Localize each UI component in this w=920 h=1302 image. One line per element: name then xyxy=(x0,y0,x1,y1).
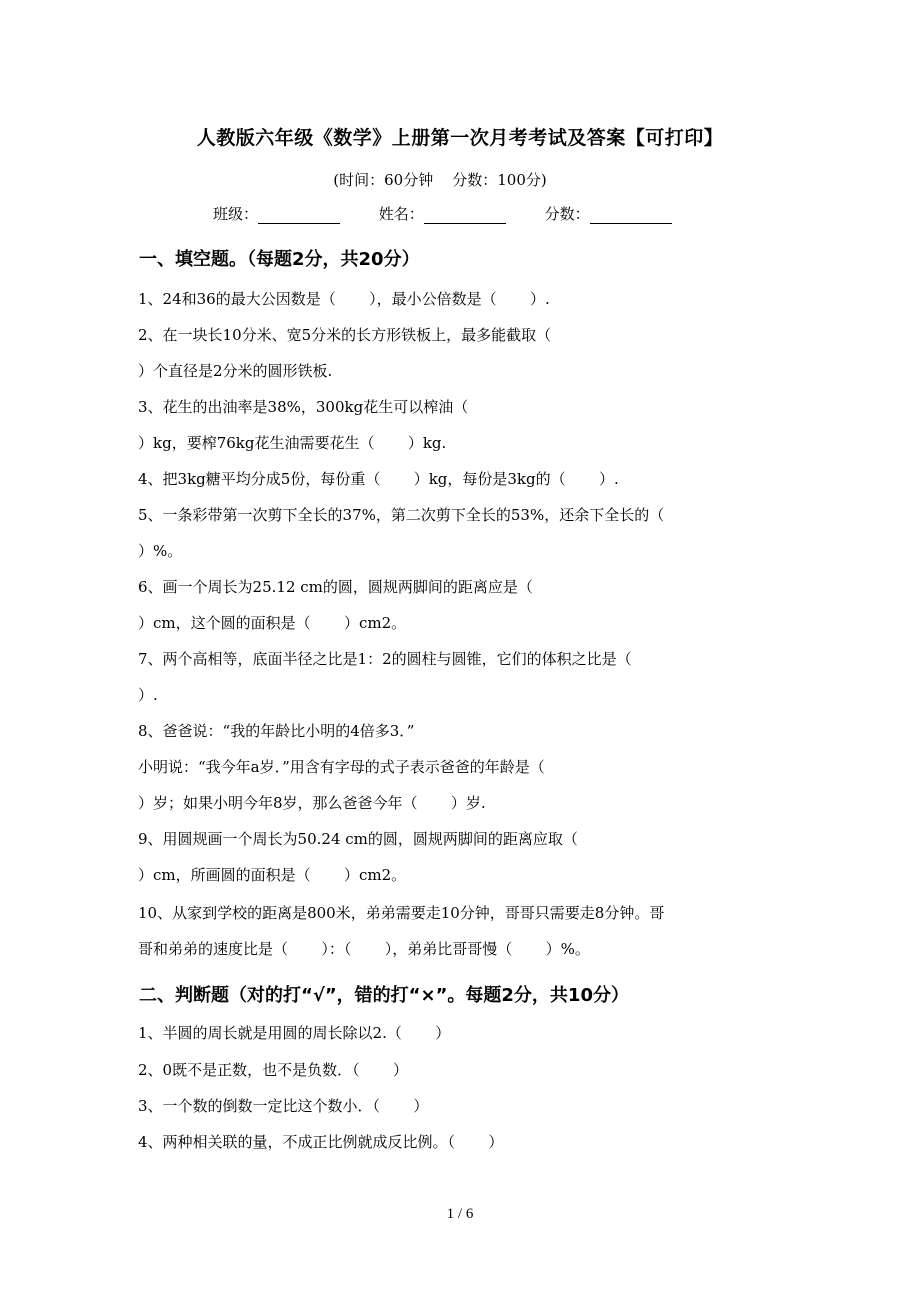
question-line: 4、两种相关联的量，不成正比例就成反比例。（ ） xyxy=(138,1133,504,1151)
question-line: 3、花生的出油率是38%，300kg花生可以榨油（ xyxy=(138,398,469,416)
question-line: 1、24和36的最大公因数是（ ），最小公倍数是（ ）. xyxy=(138,290,550,308)
class-field xyxy=(213,203,340,224)
name-blank[interactable] xyxy=(424,207,506,224)
score-blank[interactable] xyxy=(590,207,672,224)
question-line: 3、一个数的倒数一定比这个数小．（ ） xyxy=(138,1097,429,1115)
question-line: ）cm，所画圆的面积是（ ）cm2。 xyxy=(138,866,407,884)
page-title: 人教版六年级《数学》上册第一次月考考试及答案【可打印】 xyxy=(196,127,724,149)
question-line: 1、半圆的周长就是用圆的周长除以2.（ ） xyxy=(138,1024,451,1042)
question-line: ）kg，要榨76kg花生油需要花生（ ）kg. xyxy=(138,434,447,452)
page-number: 1 / 6 xyxy=(446,1206,474,1222)
question-line: 哥和弟弟的速度比是（ ）：（ ），弟弟比哥哥慢（ ）%。 xyxy=(138,940,590,958)
question-line: 小明说：“我今年a岁．”用含有字母的式子表示爸爸的年龄是（ xyxy=(138,758,545,776)
class-label: 班级： xyxy=(213,205,259,223)
section-heading-fill-blank: 一、填空题。（每题2分，共20分） xyxy=(139,249,420,270)
question-line: 8、爸爸说：“我的年龄比小明的4倍多3．” xyxy=(138,722,415,740)
name-field xyxy=(379,203,506,224)
question-line: 9、用圆规画一个周长为50.24 cm的圆，圆规两脚间的距离应取（ xyxy=(138,830,578,848)
section-heading-true-false: 二、判断题（对的打“√”，错的打“×”。每题2分，共10分） xyxy=(139,985,629,1006)
question-line: 2、0既不是正数，也不是负数．（ ） xyxy=(138,1061,408,1079)
student-info-row xyxy=(213,203,706,224)
question-line: 6、画一个周长为25.12 cm的圆，圆规两脚间的距离应是（ xyxy=(138,578,533,596)
question-line: 4、把3kg糖平均分成5份，每份重（ ）kg，每份是3kg的（ ）. xyxy=(138,470,619,488)
question-line: ）cm，这个圆的面积是（ ）cm2。 xyxy=(138,614,407,632)
question-line: ）岁；如果小明今年8岁，那么爸爸今年（ ）岁. xyxy=(138,794,486,812)
class-blank[interactable] xyxy=(258,207,340,224)
question-line: ）%。 xyxy=(138,542,183,560)
score-label: 分数： xyxy=(544,205,590,223)
question-line: 5、一条彩带第一次剪下全长的37%，第二次剪下全长的53%，还余下全长的（ xyxy=(138,506,665,524)
question-line: 7、两个高相等，底面半径之比是1：2的圆柱与圆锥，它们的体积之比是（ xyxy=(138,650,632,668)
question-line: 10、从家到学校的距离是800米，弟弟需要走10分钟，哥哥只需要走8分钟。哥 xyxy=(138,904,665,922)
question-line: 2、在一块长10分米、宽5分米的长方形铁板上，最多能截取（ xyxy=(138,326,552,344)
score-field xyxy=(545,203,672,224)
name-label: 姓名： xyxy=(378,205,424,223)
time-score-subtitle: (时间：60分钟 分数：100分) xyxy=(333,171,547,189)
question-line: ）. xyxy=(138,686,158,704)
question-line: ）个直径是2分米的圆形铁板. xyxy=(138,362,333,380)
